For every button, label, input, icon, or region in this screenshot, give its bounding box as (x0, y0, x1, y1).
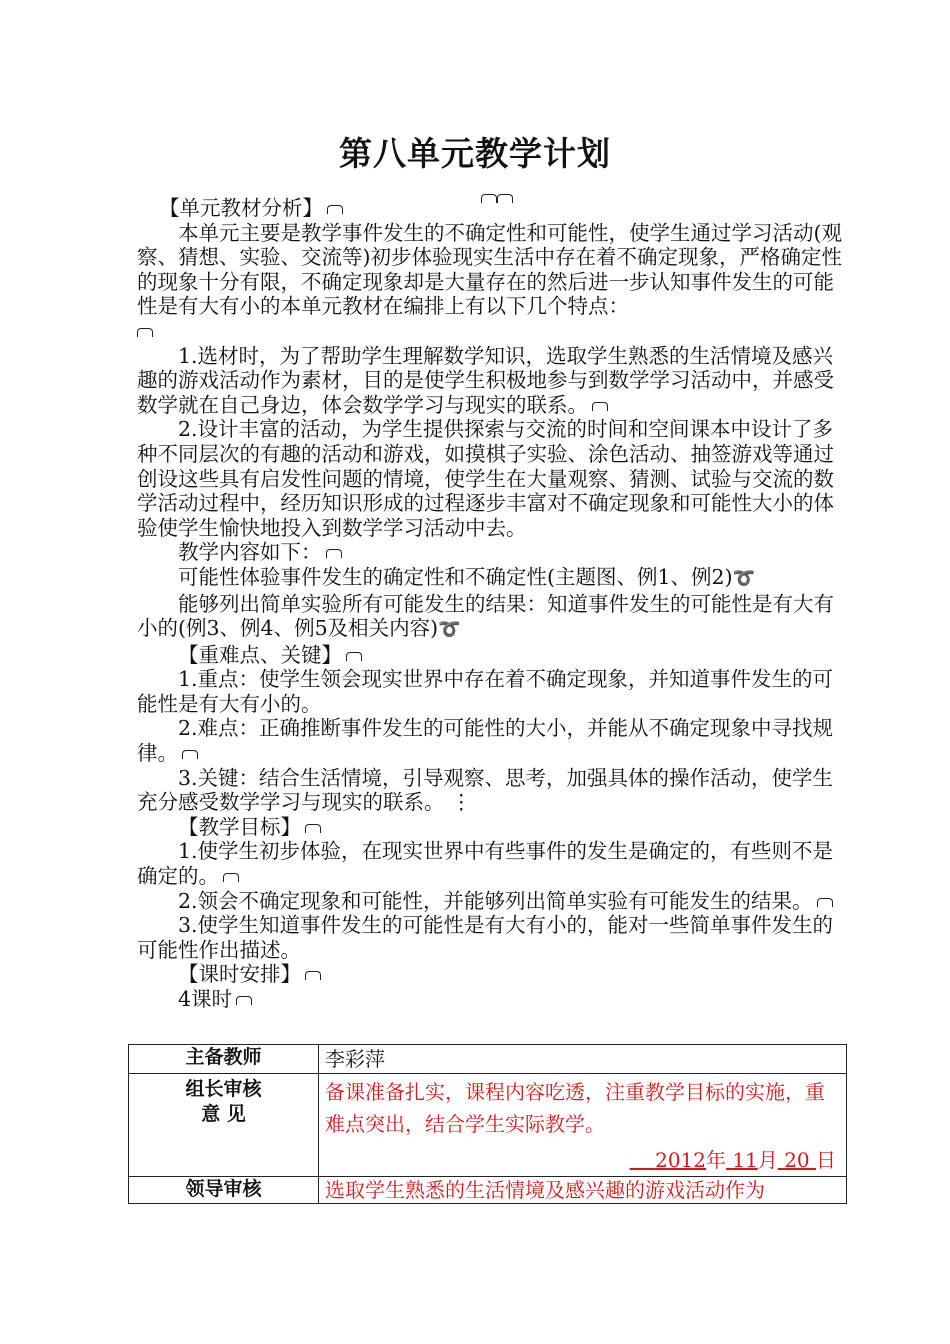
swirl-icon: ➰ (732, 567, 756, 589)
leader-comment: 选取学生熟悉的生活情境及感兴趣的游戏活动作为 (319, 1177, 847, 1204)
paragraph-mark-icon (592, 402, 608, 411)
key-point-1: 1.重点：使学生领会现实世界中存在着不确定现象，并知道事件发生的可能性是有大有小的。 (137, 667, 834, 716)
review-comment: 备课准备扎实，课程内容吃透，注重教学目标的实施，重难点突出，结合学生实际教学。 (325, 1080, 825, 1136)
document-body (137, 196, 849, 1012)
review-label-line-1: 组长审核 (185, 1078, 262, 1100)
content-item-2: 能够列出简单实验所有可能发生的结果：知道事件发生的可能性是有大有小的(例3、例4、例5及相关内容)➰ (137, 591, 834, 641)
paragraph-mark-icon (326, 549, 342, 558)
review-comment-cell (319, 1074, 847, 1177)
review-table (128, 1044, 847, 1204)
paragraph-mark-icon (346, 652, 362, 661)
date-month: 11 (732, 1148, 758, 1172)
key-point-3: 3.关键：结合生活情境，引导观察、思考，加强具体的操作活动，使学生充分感受数学学习与现实的联系。 ⋮ (137, 765, 834, 815)
paragraph-mark-icon (236, 996, 252, 1005)
review-date (325, 1144, 840, 1176)
key-point-2: 2.难点：正确推断事件发生的可能性的大小，并能从不确定现象中寻找规律。 (137, 716, 834, 766)
section-heading-key: 【重难点、关键】 (137, 643, 849, 668)
goal-2: 2.领会不确定现象和可能性，并能够列出简单实验有可能发生的结果。 (137, 889, 849, 914)
paragraph-mark-icon (817, 898, 833, 907)
paragraph-mark-icon (327, 205, 343, 214)
paragraph-mark-icon (182, 750, 198, 759)
date-day-unit: 日 (816, 1148, 836, 1172)
swirl-icon: ➰ (438, 619, 461, 641)
section-heading-schedule: 【课时安排】 (137, 962, 849, 987)
content-item-1: 可能性体验事件发生的确定性和不确定性(主题图、例1、例2)➰ (178, 564, 756, 589)
paragraph-mark-icon (223, 873, 239, 882)
table-row (129, 1177, 847, 1204)
page-title: 第八单元教学计划 (339, 134, 611, 173)
goal-3: 3.使学生知道事件发生的可能性是有大有小的，能对一些简单事件发生的可能性作出描述。 (137, 913, 834, 962)
section-heading-analysis: 【单元教材分析】 (137, 196, 849, 221)
date-year-unit: 年 (706, 1148, 727, 1172)
feature-point-2: 2.设计丰富的活动，为学生提供探索与交流的时间和空间课本中设计了多种不同层次的有趣的活动和游戏，如摸棋子实验、涂色活动、抽签游戏等通过创设这些具有启发性问题的情境，使学生在大量观察、猜测、试验与交流的数学活动过程中，经历知识形成的过程逐步丰富对不确定现象和可能性大小的体验使学生愉快地投入到数学学习活动中去。 (137, 417, 834, 540)
teacher-label: 主备教师 (129, 1045, 319, 1074)
review-label-line-2: 意 见 (201, 1103, 246, 1125)
goal-1: 1.使学生初步体验，在现实世界中有些事件的发生是确定的，有些则不是确定的。 (137, 839, 834, 889)
table-row (129, 1045, 847, 1074)
paragraph-mark-icon (305, 971, 321, 980)
section-heading-goals: 【教学目标】 (137, 815, 849, 840)
teacher-value: 李彩萍 (319, 1045, 847, 1074)
date-day: 20 (784, 1148, 810, 1172)
paragraph-mark-icon (137, 328, 153, 337)
analysis-paragraph: 本单元主要是教学事件发生的不确定性和可能性，使学生通过学习活动(观察、猜想、实验、交流等)初步体验现实生活中存在着不确定现象，严格确定性的现象十分有限，不确定现象却是大量存在的然后进一步认知事件发生的可能性是有大有小的本单元教材在编排上有以下几个特点： (137, 221, 849, 344)
content-heading: 教学内容如下： (137, 540, 849, 565)
leader-label: 领导审核 (129, 1177, 319, 1204)
paragraph-mark-icon (305, 824, 321, 833)
feature-point-1: 1.选材时，为了帮助学生理解数学知识，选取学生熟悉的生活情境及感兴趣的游戏活动作为素材，目的是使学生积极地参与到数学学习活动中，并感受数学就在自己身边，体会数学学习与现实的联系。 (137, 343, 834, 417)
date-year: 2012 (655, 1148, 707, 1172)
schedule-text: 4课时 (137, 987, 849, 1012)
review-label (129, 1074, 319, 1177)
table-row (129, 1074, 847, 1177)
date-month-unit: 月 (757, 1148, 778, 1172)
